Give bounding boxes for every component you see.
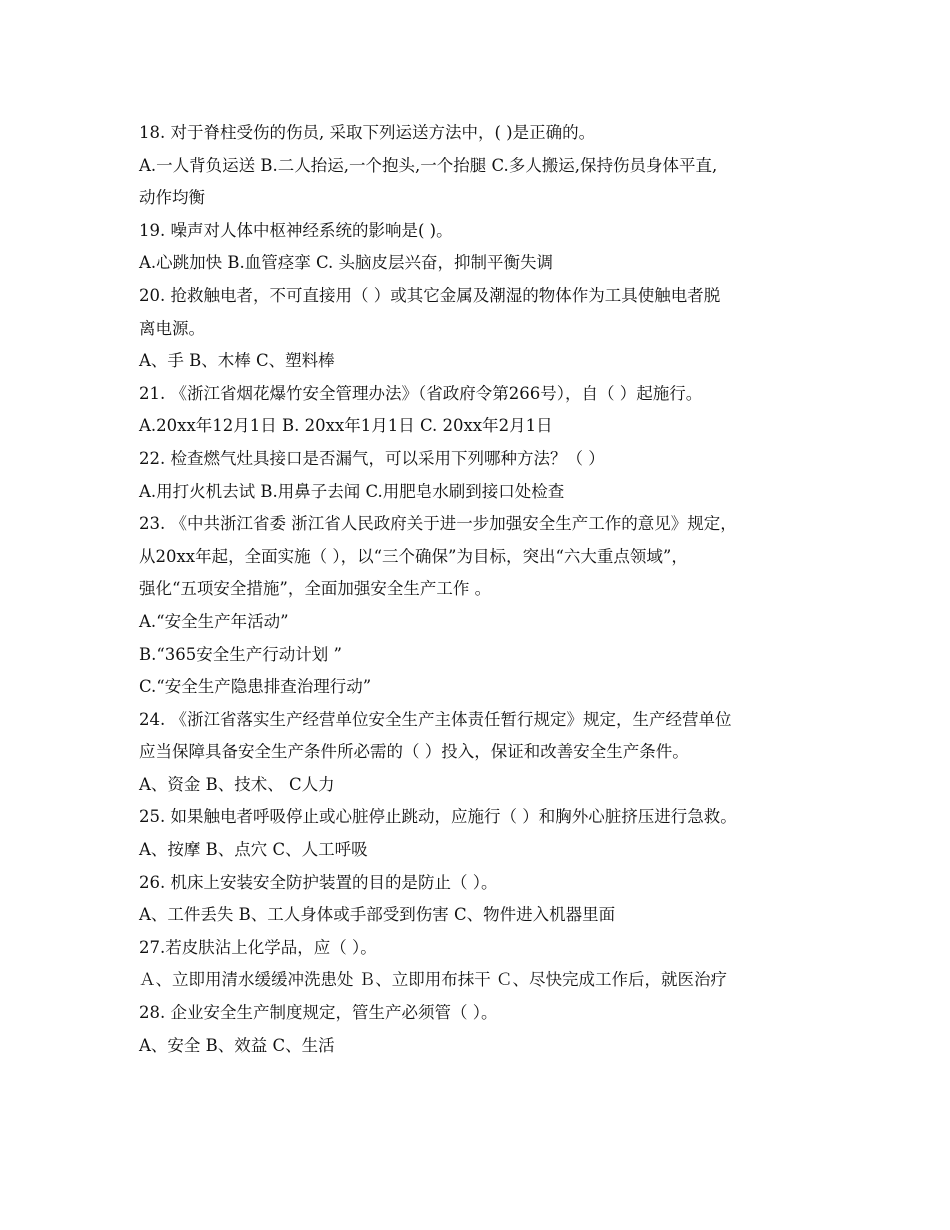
question-27-options: Ａ、立即用清水缓缓冲洗患处 Ｂ、立即用布抹干 Ｃ、尽快完成工作后，就医治疗 (139, 970, 727, 990)
question-23-text-continued: 强化“五项安全措施”，全面加强安全生产工作 。 (139, 579, 492, 599)
question-24-text: 24. 《浙江省落实生产经营单位安全生产主体责任暂行规定》规定，生产经营单位 (139, 709, 732, 729)
question-19-text: 19. 噪声对人体中枢神经系统的影响是( )。 (139, 220, 453, 240)
question-20-options: A、手 B、木棒 C、塑料棒 (139, 351, 335, 371)
question-20-text-continued: 离电源。 (139, 318, 205, 338)
question-19-options: A.心跳加快 B.血管痉挛 C. 头脑皮层兴奋，抑制平衡失调 (139, 253, 554, 273)
question-23-text: 23. 《中共浙江省委 浙江省人民政府关于进一步加强安全生产工作的意见》规定， (139, 514, 737, 534)
question-25-text: 25. 如果触电者呼吸停止或心脏停止跳动，应施行（ ）和胸外心脏挤压进行急救。 (139, 807, 737, 827)
question-list (139, 117, 829, 1062)
question-28-text: 28. 企业安全生产制度规定，管生产必须管（ ）。 (139, 1003, 498, 1023)
question-23-text-continued: 从20xx年起，全面实施（ ），以“三个确保”为目标，突出“六大重点领域”， (139, 546, 688, 566)
question-27-text: 27.若皮肤沾上化学品，应（ ）。 (139, 937, 377, 957)
question-26-text: 26. 机床上安装安全防护装置的目的是防止（ ）。 (139, 872, 498, 892)
question-25-options: A、按摩 B、点穴 C、人工呼吸 (139, 840, 368, 860)
question-20-text: 20. 抢救触电者，不可直接用（ ）或其它金属及潮湿的物体作为工具使触电者脱 (139, 285, 721, 305)
question-23-option-b: B.“365安全生产行动计划 ” (139, 644, 342, 664)
question-24-options: A、资金 B、技术、 C人力 (139, 774, 335, 794)
question-21-options: A.20xx年12月1日 B. 20xx年1月1日 C. 20xx年2月1日 (139, 416, 553, 436)
question-23-option-a: A.“安全生产年活动” (139, 611, 289, 631)
question-23-option-c: C.“安全生产隐患排查治理行动” (139, 677, 372, 697)
question-18-options: A.一人背负运送 B.二人抬运,一个抱头,一个抬腿 C.多人搬运,保持伤员身体平直, (139, 155, 718, 175)
question-24-text-continued: 应当保障具备安全生产条件所必需的（ ）投入，保证和改善安全生产条件。 (139, 742, 689, 762)
question-26-options: A、工件丢失 B、工人身体或手部受到伤害 C、物件进入机器里面 (139, 905, 616, 925)
question-28-options: A、安全 B、效益 C、生活 (139, 1035, 335, 1055)
question-18-options-continued: 动作均衡 (139, 188, 205, 208)
question-22-text: 22. 检查燃气灶具接口是否漏气，可以采用下列哪种方法？（ ） (139, 448, 605, 468)
question-18-text: 18. 对于脊柱受伤的伤员, 采取下列运送方法中，( )是正确的。 (139, 123, 596, 142)
question-22-options: A.用打火机去试 B.用鼻子去闻 C.用肥皂水刷到接口处检查 (139, 481, 565, 501)
question-21-text: 21. 《浙江省烟花爆竹安全管理办法》（省政府令第266号），自（ ）起施行。 (139, 383, 703, 403)
